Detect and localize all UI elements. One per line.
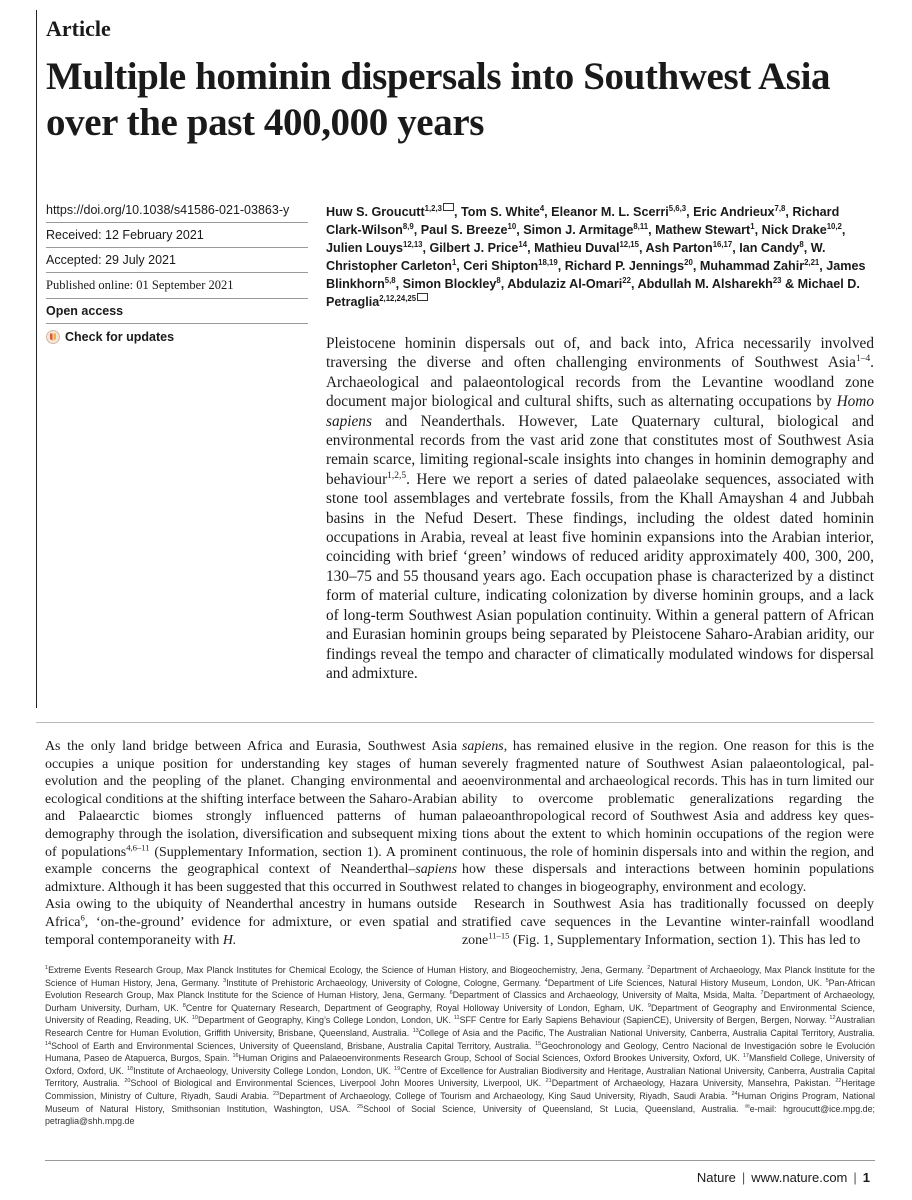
text-run: (Supplementary Information, section 1). A prominent example concerns the geographical context of Neanderthal–: [45, 844, 457, 878]
author-name: Julien Louys: [326, 241, 403, 256]
text-run: Department of Geography, King’s College London, London, UK.: [197, 1015, 454, 1026]
body-column-2: [462, 738, 874, 949]
author-name: W. Christopher Carleton: [326, 241, 826, 274]
text-run: Pan-African Evolution Research Group, Max Planck Institute for the Science of Human History, Jena, Germany.: [45, 977, 876, 1001]
author: [534, 241, 639, 255]
text-run: e-mail: hgroucutt@ice.mpg.de; petraglia@shh.mpg.de: [45, 1103, 875, 1127]
page-number: 1: [862, 1170, 870, 1185]
text-run: Centre for Quaternary Research, Department of Geography, Royal Holloway University of London, Egham, UK.: [185, 1002, 648, 1013]
text-run: Pleistocene hominin dispersals out of, and back into, Africa necessarily involved traversing the diverse and often challenging environments of Southwest Asia: [326, 335, 874, 372]
author: [638, 277, 782, 291]
text-run: Human Origins and Palaeoenvironments Research Group, School of Social Sciences, Oxford Brookes University, Oxford, UK.: [238, 1053, 743, 1064]
affiliations: [45, 964, 875, 1128]
author-affiliation-ref: 10,2: [826, 221, 842, 231]
text-run: , has remained elusive in the region. One reason for this is the severely fragmented nature of Southwest Asian palaeontological, palaeoenvironmental and archaeological records. This has in turn limited our ability to overcome problematic generalizations regarding the palaeoanthropological record of Southwest Asia and address key questions about the extent to which hominin occupations of the region were continuous, the role of hominin dispersals into and within the region, and how these dispersals and interactions between hominin populations related to changes in biogeography, environment and ecology.: [462, 739, 874, 895]
superscript-ref: 22: [835, 1078, 842, 1085]
journal-website-link[interactable]: www.nature.com: [751, 1170, 848, 1185]
superscript-ref: ✉: [745, 1103, 750, 1110]
author-name: Simon Blockley: [402, 277, 497, 292]
footer-rule: [45, 1160, 875, 1161]
text-run: Department of Geography and Environmental Science, University of Reading, Reading, UK.: [45, 1002, 875, 1026]
author-name: Tom S. White: [461, 205, 540, 219]
author-affiliation-ref: 8: [799, 240, 804, 249]
superscript-ref: 18: [126, 1065, 134, 1072]
author: [463, 259, 557, 273]
text-run: Department of Life Sciences, Natural History Museum, London, UK.: [547, 977, 826, 988]
italic-text: sapiens: [462, 739, 504, 754]
text-run: Department of Archaeology, Durham University, Durham, UK.: [45, 990, 875, 1013]
section-divider: [36, 722, 874, 723]
superscript-ref: 20: [124, 1078, 131, 1085]
author: [565, 259, 693, 273]
received-date: Received: 12 February 2021: [46, 228, 204, 242]
open-access-row: [46, 299, 308, 324]
text-run: and Neanderthals. However, Late Quaternary cultural, biological and environmental records from the vast arid zone that constitutes most of Southwest Asia remain scarce, limiting regional-scale insights into changes in hominin demography and behaviour: [326, 412, 874, 488]
author-list: Huw S. Groucutt$^{1,2,3}$ , Tom S. White$^4$, Eleanor M. L. Scerri$^{5,6,3}$, Eric Andrieux$^{7,8}$, Richard Clark-Wilson$^{8,9}$, Paul S. Breeze$^{10}$, Simon J. Armitage$^{8,11}$, Mathew Stewart$^1$, Nick Drake$^{10,2}$, Julien Louys$^{12,13}$, Gilbert J. Price$^{14}$, Mathieu Duval$^{12,15}$, Ash Parton$^{16,17}$, Ian Candy$^8$, W. Christopher Carleton$^1$, Ceri Shipton$^{18,19}$, Richard P. Jennings$^{20}$, Muhammad Zahir$^{2,21}$, James Blinkhorn$^{5,8}$, Simon Blockley$^8$, Abdulaziz Al-Omari$^{22}$, Abdullah M. Alsharekh$^{23}$ & Michael D. Petraglia$^{2,12,24,25}$: [326, 203, 866, 310]
text-run: Department of Classics and Archaeology, University of Malta, Msida, Malta.: [452, 990, 761, 1001]
author-affiliation-ref: 8,9: [402, 221, 414, 231]
author-name: Abdulaziz Al-Omari: [507, 277, 623, 292]
text-run: Australian Research Centre for Human Evolution, Griffith University, Brisbane, Queensland, Australia.: [45, 1015, 875, 1038]
article-title: Multiple hominin dispersals into Southwest Asia over the past 400,000 years: [46, 55, 831, 144]
author-affiliation-ref: 20: [684, 258, 693, 268]
author-name: Michael D. Petraglia: [326, 277, 860, 310]
superscript-ref: 7: [760, 990, 764, 997]
footer-separator: |: [853, 1170, 857, 1185]
superscript-ref: 9: [647, 1002, 651, 1009]
author: [326, 241, 423, 255]
superscript-ref: 19: [394, 1065, 401, 1072]
italic-text: sapiens: [415, 862, 457, 878]
text-run: . Here we report a series of dated palaeolake sequences, associated with stone tool assemblages and vertebrate fossils, from the Khall Amayshan 4 and Jubbah basins in the Nefud Desert. These findings, including the oldest dated hominin occupations in Arabia, reveal at least five hominin expansions into the Arabian interior, coinciding with brief ‘green’ windows of reduced aridity approximately 400, 300, 200, 130–75 and 55 thousand years ago. Each occupation phase is characterized by a distinct form of material culture, indicating colonization by diverse hominin groups, and a lack of long-term Southwest Asian population continuity. Within a general pattern of African and Eurasian hominin groups being separated by Pleistocene Saharo-Arabian aridity, our findings reveal the tempo and character of climatically modulated windows for dispersal and admixture.: [326, 470, 874, 682]
author-affiliation-ref: 12,13: [402, 240, 423, 249]
abstract-paragraph: [326, 334, 874, 683]
author-name: James Blinkhorn: [326, 259, 866, 292]
body-paragraph: [462, 896, 874, 949]
section-label: Article: [46, 16, 111, 41]
author: [762, 223, 842, 237]
superscript-ref: 23: [272, 1090, 280, 1097]
text-run: . Archaeological and palaeontological records from the Levantine woodland zone document major biological and cultural shifts, such as alternating occupations by: [326, 354, 874, 411]
author-name: Gilbert J. Price: [429, 241, 519, 256]
text-run: Human Origins Program, National Museum of Natural History, Smithsonian Institution, Washington, USA.: [45, 1090, 875, 1114]
page-footer: [697, 1170, 870, 1185]
author-affiliation-ref: 16,17: [712, 240, 733, 249]
text-run: Research in Southwest Asia has traditionally focussed on deeply stratified cave sequences in the Levantine winter-rainfall woodland zone: [462, 897, 874, 948]
author: [700, 259, 819, 273]
accepted-row: [46, 248, 308, 273]
author: [461, 205, 544, 219]
italic-text: Homo sapiens: [326, 393, 874, 430]
check-for-updates-icon: [46, 330, 60, 344]
text-run: , ‘on-the-ground’ evidence for admixture, or even spatial and temporal contemporaneity with: [45, 914, 457, 948]
author-affiliation-ref: 22: [622, 276, 631, 286]
author: [403, 277, 501, 291]
author-affiliation-ref: 23: [772, 276, 782, 286]
text-run: School of Earth and Environmental Sciences, University of Queensland, Brisbane, Australia Capital Territory, Australia.: [51, 1040, 536, 1051]
superscript-ref: 8: [182, 1002, 186, 1009]
superscript-ref: 25: [357, 1103, 364, 1110]
body-column-1: [45, 738, 457, 949]
doi-row: [46, 198, 308, 223]
author-affiliation-ref: 1: [750, 221, 755, 231]
author-affiliation-ref: 8,11: [633, 221, 649, 231]
author-name: Huw S. Groucutt: [326, 205, 425, 219]
text-run: (Fig. 1, Supplementary Information, section 1). This has led to: [509, 932, 861, 948]
author: [507, 277, 631, 291]
text-run: Department of Archaeology, Hazara University, Mansehra, Pakistan.: [551, 1078, 836, 1089]
author: [326, 205, 454, 219]
superscript-ref: 6: [449, 990, 453, 997]
text-run: Extreme Events Research Group, Max Planck Institutes for Chemical Ecology, the Science of Human History, and Biogeochemistry, Jena, Germany.: [48, 965, 648, 975]
author-affiliation-ref: 14: [518, 240, 528, 249]
check-for-updates-label: Check for updates: [65, 330, 175, 344]
author: [421, 223, 517, 237]
superscript-ref: 2: [647, 965, 651, 972]
superscript-ref: 11–15: [488, 929, 510, 940]
author-name: Abdullah M. Alsharekh: [637, 277, 773, 292]
superscript-ref: 24: [731, 1090, 738, 1097]
author-name: Richard Clark-Wilson: [326, 205, 840, 238]
email-icon: [417, 293, 428, 301]
superscript-ref: 1,2,5: [387, 470, 407, 481]
text-run: Mansfield College, University of Oxford, Oxford, UK.: [45, 1053, 875, 1076]
left-rule: [36, 10, 37, 708]
body-paragraph: [462, 738, 874, 896]
text-run: SFF Centre for Early Sapiens Behaviour (SapienCE), University of Bergen, Bergen, Norway.: [459, 1015, 830, 1026]
abstract: [326, 334, 874, 683]
text-run: Centre of Excellence for Australian Biodiversity and Heritage, Australian National University, Canberra, Australia Capital Territory, Australia.: [45, 1065, 875, 1089]
author-affiliation-ref: 18,19: [538, 258, 558, 268]
author-name: Muhammad Zahir: [699, 259, 805, 274]
text-run: Department of Archaeology, Max Planck Institute for the Science of Human History, Jena, Germany.: [45, 965, 875, 988]
body-paragraph: [45, 738, 457, 949]
received-row: [46, 223, 308, 248]
superscript-ref: 13: [412, 1028, 419, 1034]
open-access-label: Open access: [46, 304, 124, 318]
author-name: Eric Andrieux: [693, 205, 775, 219]
author-affiliation-ref: 1: [451, 258, 457, 268]
author-affiliation-ref: 12,15: [619, 240, 639, 249]
check-for-updates-button[interactable]: [46, 324, 308, 344]
affiliations-text: [45, 964, 875, 1128]
author-name: Mathew Stewart: [655, 223, 751, 238]
author-name: Richard P. Jennings: [564, 259, 685, 274]
author-affiliation-ref: 2,12,24,25: [379, 294, 417, 304]
footer-separator: |: [741, 1170, 746, 1185]
author: [693, 205, 785, 219]
doi-link[interactable]: https://doi.org/10.1038/s41586-021-03863-y: [46, 203, 290, 217]
superscript-ref: 1–4: [855, 354, 871, 365]
author-name: Simon J. Armitage: [523, 223, 634, 238]
text-run: Institute of Archaeology, University College London, London, UK.: [133, 1065, 395, 1076]
author: [523, 223, 648, 237]
published-date: Published online: 01 September 2021: [46, 278, 234, 292]
author-affiliation-ref: 2,21: [804, 258, 820, 268]
text-run: Heritage Commission, Ministry of Culture, Riyadh, Saudi Arabia.: [45, 1078, 875, 1101]
superscript-ref: 4,6–11: [126, 841, 150, 852]
author-name: Eleanor M. L. Scerri: [551, 205, 669, 219]
author-affiliation-ref: 4: [539, 203, 545, 213]
email-icon: [443, 203, 454, 211]
text-run: Institute of Prehistoric Archaeology, University of Cologne, Cologne, Germany.: [226, 977, 545, 988]
accepted-date: Accepted: 29 July 2021: [46, 253, 176, 267]
superscript-ref: 12: [829, 1015, 836, 1022]
author: [655, 223, 755, 237]
superscript-ref: 6: [80, 912, 85, 923]
text-run: College of Asia and the Pacific, The Australian National University, Canberra, Australia Capital Territory, Australia.: [418, 1027, 875, 1038]
text-run: Geochronology and Geology, Centro Nacional de Investigación sobre le Evolución Humana, Paseo de Atapuerca, Burgos, Spain.: [45, 1040, 875, 1064]
superscript-ref: 5: [825, 977, 829, 984]
superscript-ref: 11: [453, 1015, 460, 1022]
author-affiliation-ref: 8: [496, 276, 501, 286]
superscript-ref: 10: [191, 1015, 198, 1022]
superscript-ref: 4: [544, 977, 548, 984]
superscript-ref: 3: [223, 977, 227, 984]
superscript-ref: 17: [742, 1053, 749, 1060]
author-affiliation-ref: 10: [507, 221, 517, 231]
journal-name: Nature: [696, 1170, 736, 1185]
author-affiliation-ref: 5,6,3: [668, 203, 687, 213]
text-run: Department of Archaeology, College of Tourism and Archaeology, King Saud University, Riyadh, Saudi Arabia.: [279, 1090, 732, 1101]
author: [646, 241, 733, 255]
superscript-ref: 1: [45, 965, 49, 972]
author-name: Mathieu Duval: [534, 241, 620, 256]
author: [430, 241, 528, 255]
author: [551, 205, 686, 219]
author-name: Nick Drake: [761, 223, 827, 238]
author-name: Ash Parton: [645, 241, 713, 256]
superscript-ref: 16: [232, 1053, 239, 1060]
article-metadata: [46, 198, 308, 344]
author-affiliation-ref: 1,2,3: [424, 203, 442, 213]
superscript-ref: 14: [45, 1040, 52, 1047]
superscript-ref: 15: [535, 1040, 542, 1047]
superscript-ref: 21: [545, 1078, 552, 1085]
published-row: [46, 273, 308, 299]
author: [739, 241, 804, 255]
text-run: School of Social Science, University of Queensland, St Lucia, Queensland, Australia.: [363, 1103, 746, 1114]
author-name: Ian Candy: [739, 241, 800, 256]
author-affiliation-ref: 7,8: [774, 203, 786, 213]
text-run: As the only land bridge between Africa and Eurasia, Southwest Asia occupies a unique position for understanding key stages of human evolution and the peopling of the planet. Changing environmental and ecological conditions at the shifting interface between the Saharo-Arabian and Palaearctic biomes strongly influenced patterns of human demography through the isolation, diversification and subsequent mixing of populations: [45, 739, 457, 860]
author-affiliation-ref: 5,8: [384, 276, 396, 286]
author-name: Paul S. Breeze: [420, 223, 508, 238]
text-run: admixture. Although it has been suggested that this occurred in Southwest Asia owing to the ubiquity of Neanderthal ancestry in humans outside Africa: [45, 879, 457, 930]
author-name: Ceri Shipton: [463, 259, 539, 274]
italic-text: H.: [222, 932, 237, 948]
text-run: School of Biological and Environmental Sciences, Liverpool John Moores University, Liverpool, UK.: [130, 1078, 546, 1089]
